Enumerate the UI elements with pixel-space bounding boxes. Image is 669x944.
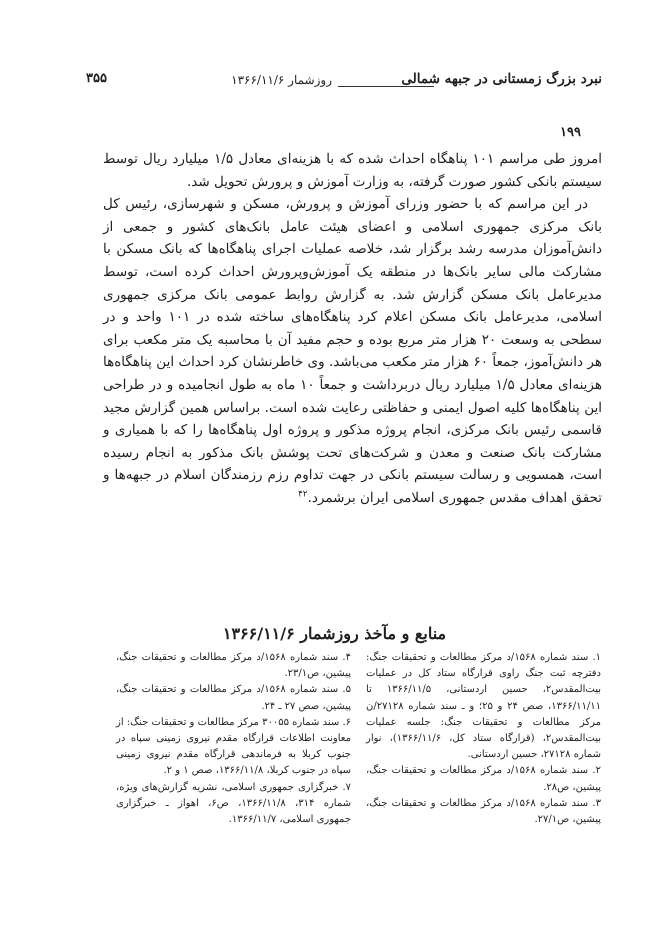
reference-item: ۱. سند شماره ۱۵۶۸/د مرکز مطالعات و تحقیقات جنگ: دفترچه ثبت جنگ راوی قرارگاه ستاد کل در عملیات بیت‌المقدس۲، حسین اردستانی، ۱۳۶۶/۱۱/۵ تا ۱۳۶۶/۱۱/۱۱، صص ۲۴ و ۲۵؛ و ـ سند شماره ۲۷۱۲۸/ن مرکز مطالعات و تحقیقات جنگ: جلسه عملیات بیت‌المقدس۲، (قرارگاه ستاد کل، ۱۳۶۶/۱۱/۶)، نوار شماره ۲۷۱۲۸، حسین اردستانی. [366, 652, 601, 761]
running-title: نبرد بزرگ زمستانی در جبهه شمالی [401, 71, 602, 87]
reference-item: ۷. خبرگزاری جمهوری اسلامی، نشریه گزارش‌های ویژه، شماره ۳۱۴، ۱۳۶۶/۱۱/۸، ص۶، اهواز ـ خبرگزاری جمهوری اسلامی، ۱۳۶۶/۱۱/۷. [116, 781, 351, 826]
page-number: ۳۵۵ [86, 71, 107, 86]
header-date: روزشمار ۱۳۶۶/۱۱/۶ [231, 73, 332, 87]
entry-paragraph-text: در این مراسم که با حضور وزرای آموزش و پرورش، مسکن و شهرسازی، رئیس کل بانک مرکزی جمهوری اسلامی و اعضای هیئت عامل بانک‌های کشور و جمعی از دانش‌آموزان مدرسه رشد برگزار شد، خلاصه عملیات اجرای پناهگاه‌ها که بانک مسکن با مشارکت مالی سایر بانک‌ها در منطقه یک آموزش‌وپرورش احداث کرده است، توسط مدیرعامل بانک مسکن گزارش شد. به گزارش روابط عمومی بانک مرکزی جمهوری اسلامی، مدیرعامل بانک مسکن اعلام کرد پناهگاه‌های ساخته شده در ۱۰۱ واحد و در سطحی به وسعت ۲۰ هزار متر مربع بوده و حجم مفید آن با محاسبه یک متر مکعب برای هر دانش‌آموز، جمعاً ۶۰ هزار متر مکعب می‌باشد. وی خاطرنشان کرد احداث این پناهگاه‌ها هزینه‌ای معادل ۱/۵ میلیارد ریال دربرداشت و جمعاً ۱۰ ماه به طول انجامیده و در طراحی این پناهگاه‌ها کلیه اصول ایمنی و حفاظتی رعایت شده است. براساس همین گزارش مجید قاسمی رئیس بانک مرکزی، انجام پروژه مذکور و پروژه اول پناهگاه‌ها را که با همیاری و مشارکت بانک صنعت و معدن و شرکت‌های تحت پوشش بانک مذکور به انجام رسیده است، همسویی و رسالت سیستم بانکی در جهت تداوم رزم رزمندگان اسلام در جبهه‌ها و تحقق اهداف مقدس جمهوری اسلامی ایران برشمرد. [103, 196, 603, 506]
entry-paragraph [103, 193, 602, 509]
references-title: منابع و مآخذ روزشمار ۱۳۶۶/۱۱/۶ [222, 624, 447, 643]
entry-number: ۱۹۹ [560, 125, 581, 140]
reference-item: ۴. سند شماره ۱۵۶۸/د مرکز مطالعات و تحقیقات جنگ، پیشین، ص۲۳/۱. [116, 652, 351, 680]
entry-body [103, 148, 602, 510]
header-rule [338, 86, 434, 87]
entry-paragraph: امروز طی مراسم ۱۰۱ پناهگاه احداث شده که با هزینه‌ای معادل ۱/۵ میلیارد ریال توسط سیستم بانکی کشور صورت گرفته، به وزارت آموزش و پرورش تحویل شد. [103, 151, 602, 190]
page-header [86, 70, 602, 104]
reference-item: ۲. سند شماره ۱۵۶۸/د مرکز مطالعات و تحقیقات جنگ، پیشین، ص۲۸. [366, 765, 601, 793]
references-column-left [116, 650, 351, 828]
reference-item: ۵. سند شماره ۱۵۶۸/د مرکز مطالعات و تحقیقات جنگ، پیشین، صص ۲۷ ـ ۲۴. [116, 684, 351, 712]
footnote-marker[interactable]: ۴۲ [297, 489, 308, 500]
reference-item: ۳. سند شماره ۱۵۶۸/د مرکز مطالعات و تحقیقات جنگ، پیشین، ص۲۷/۱. [366, 797, 601, 826]
references-column-right [366, 650, 601, 828]
reference-item: ۶. سند شماره ۳۰۰۵۵ مرکز مطالعات و تحقیقات جنگ: از معاونت اطلاعات قرارگاه مقدم نیروی زمینی سپاه در جنوب کربلا به فرماندهی قرارگاه مقدم نیروی زمینی سپاه در جنوب کربلا، ۱۳۶۶/۱۱/۸، صص ۱ و ۲. [116, 716, 352, 777]
